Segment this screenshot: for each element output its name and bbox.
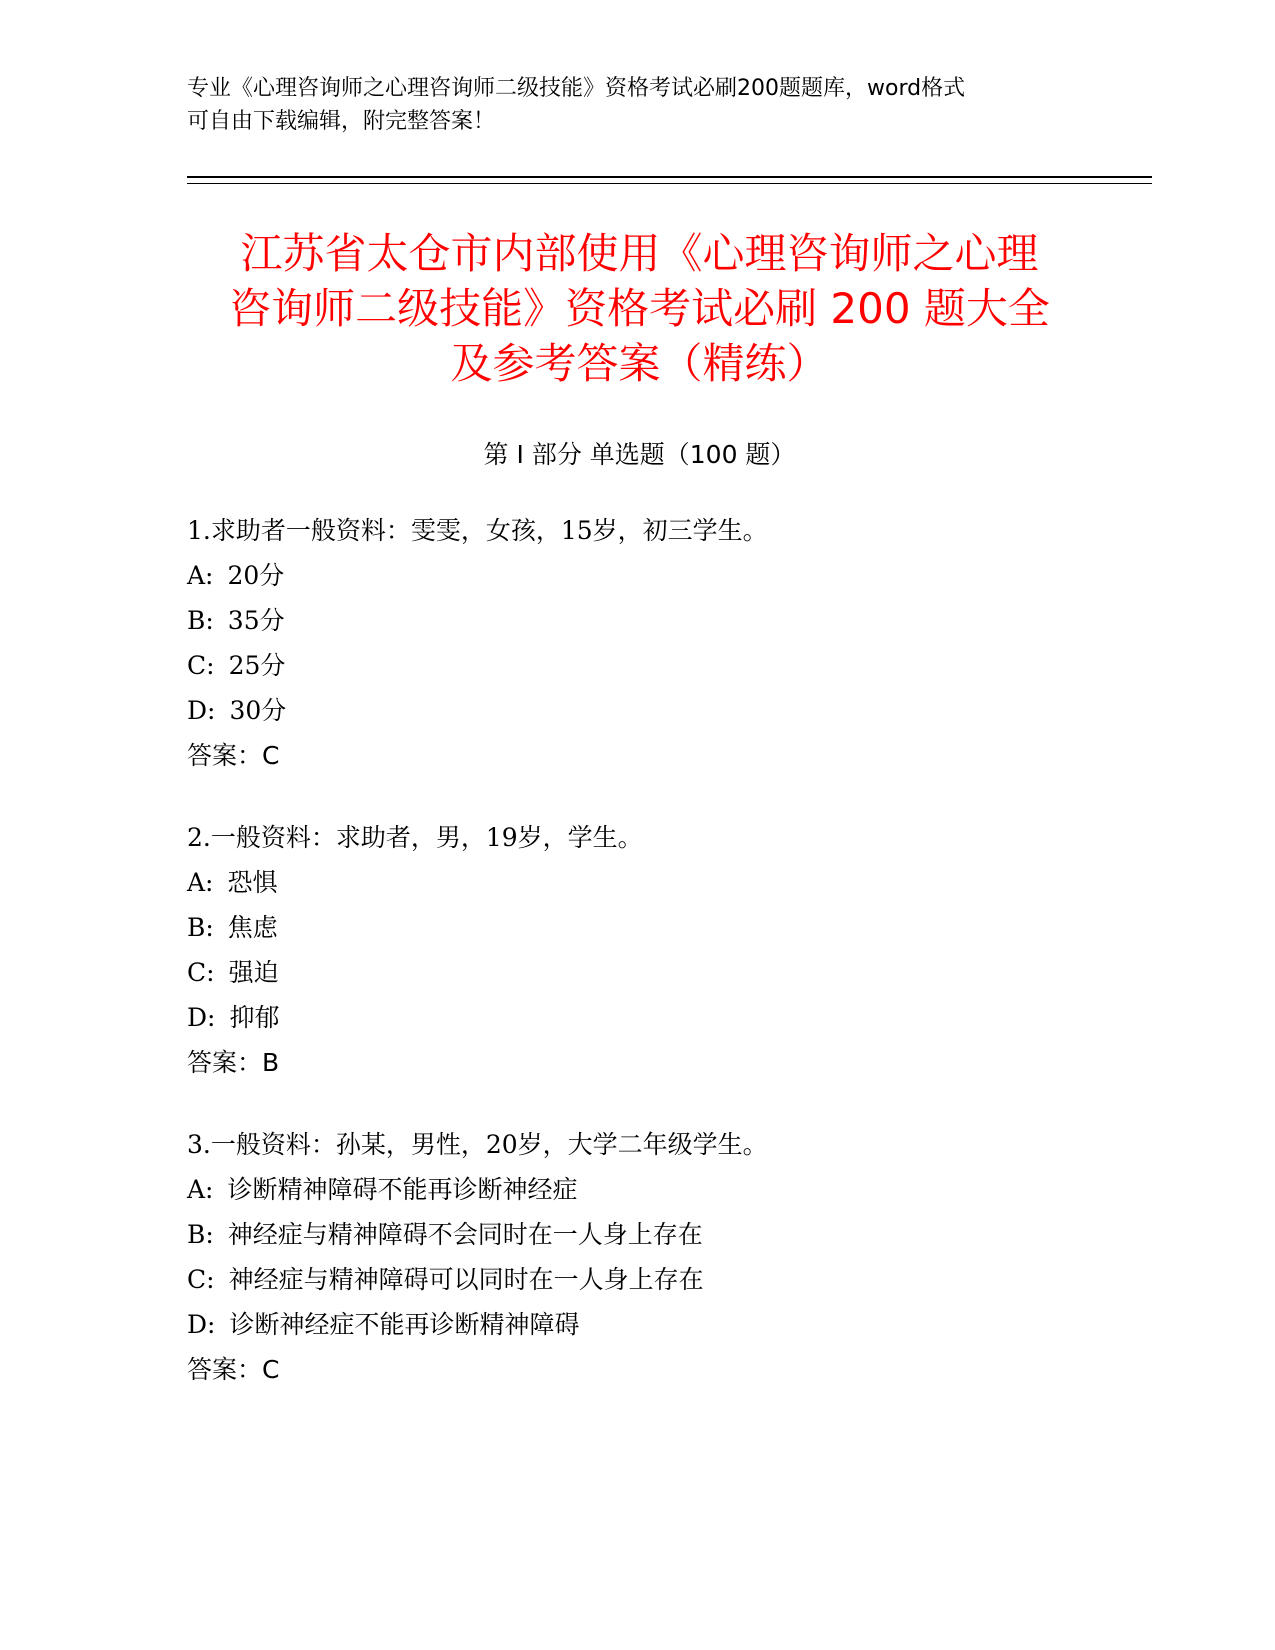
option-text: 35分 (227, 606, 285, 635)
option-text: 20分 (227, 561, 285, 590)
answer-line: 答案：C (187, 1355, 280, 1384)
option-a (187, 1167, 1092, 1212)
header-note (187, 72, 1087, 138)
document-title-line-1: 江苏省太仓市内部使用《心理咨询师之心理 (240, 229, 1039, 278)
option-b (187, 1212, 1092, 1257)
option-text: 抑郁 (229, 1003, 280, 1032)
option-letter: A: (187, 561, 214, 590)
option-a (187, 860, 1092, 905)
option-d (187, 688, 1092, 733)
option-letter: A: (187, 868, 214, 897)
option-text: 30分 (229, 696, 287, 725)
option-a (187, 553, 1092, 598)
answer-line: 答案：B (187, 1048, 280, 1077)
option-c (187, 643, 1092, 688)
document-title-line-2: 咨询师二级技能》资格考试必刷 200 题大全 (229, 284, 1050, 333)
option-letter: B: (187, 606, 214, 635)
header-note-line-2: 可自由下载编辑，附完整答案！ (187, 109, 496, 134)
option-text: 诊断精神障碍不能再诊断神经症 (227, 1175, 578, 1204)
option-c (187, 1257, 1092, 1302)
option-b (187, 598, 1092, 643)
option-letter: D: (187, 1003, 216, 1032)
option-text: 神经症与精神障碍可以同时在一人身上存在 (228, 1265, 704, 1294)
answer-line: 答案：C (187, 741, 280, 770)
option-letter: B: (187, 1220, 214, 1249)
document-title-line-3: 及参考答案（精练） (450, 339, 829, 388)
option-text: 恐惧 (227, 868, 278, 897)
option-text: 强迫 (228, 958, 279, 987)
header-note-line-1: 专业《心理咨询师之心理咨询师二级技能》资格考试必刷200题题库，word格式 (187, 76, 966, 101)
question-3 (187, 1122, 1092, 1392)
header-divider-thin (187, 183, 1152, 184)
option-c (187, 950, 1092, 995)
option-letter: C: (187, 1265, 215, 1294)
option-text: 诊断神经症不能再诊断精神障碍 (229, 1310, 580, 1339)
option-b (187, 905, 1092, 950)
question-1 (187, 508, 1092, 778)
question-stem: 2.一般资料：求助者，男，19岁，学生。 (187, 823, 643, 852)
document-title (187, 226, 1092, 391)
section-title: 第 I 部分 单选题（100 题） (483, 440, 796, 469)
option-d (187, 1302, 1092, 1347)
option-letter: A: (187, 1175, 214, 1204)
question-stem: 1.求助者一般资料：雯雯，女孩，15岁，初三学生。 (187, 516, 768, 545)
option-text: 25分 (228, 651, 286, 680)
option-letter: C: (187, 651, 215, 680)
question-stem: 3.一般资料：孙某，男性，20岁，大学二年级学生。 (187, 1130, 768, 1159)
question-2 (187, 815, 1092, 1085)
option-d (187, 995, 1092, 1040)
option-text: 焦虑 (227, 913, 278, 942)
header-divider-thick (187, 176, 1152, 178)
option-letter: D: (187, 696, 216, 725)
option-letter: C: (187, 958, 215, 987)
option-letter: B: (187, 913, 214, 942)
option-letter: D: (187, 1310, 216, 1339)
option-text: 神经症与精神障碍不会同时在一人身上存在 (227, 1220, 703, 1249)
